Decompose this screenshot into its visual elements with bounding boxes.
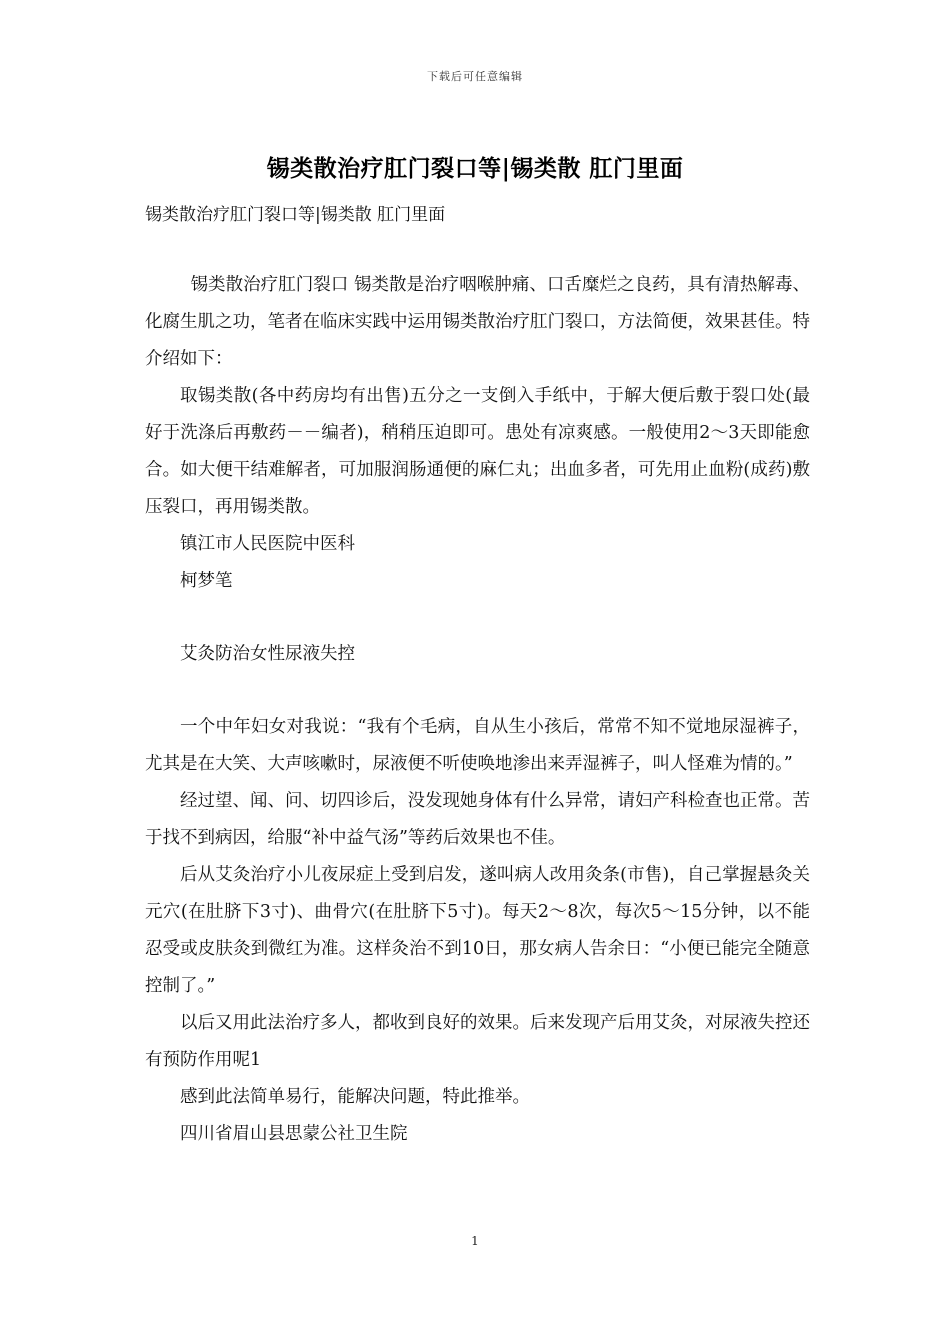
article2-paragraph-3: 后从艾灸治疗小儿夜尿症上受到启发，遂叫病人改用灸条(市售)，自己掌握悬灸关元穴(在肚脐下3寸)、曲骨穴(在肚脐下5寸)。每天2～8次，每次5～15分钟，以不能忍受或皮肤灸到微红为准。这样灸治不到10日，那女病人告余日：“小便已能完全随意控制了。”	[145, 865, 810, 996]
document-subtitle: 锡类散治疗肛门裂口等|锡类散 肛门里面	[145, 205, 446, 225]
header-note: 下载后可任意编辑	[427, 70, 523, 83]
article1-paragraph-1: 锡类散治疗肛门裂口 锡类散是治疗咽喉肿痛、口舌糜烂之良药，具有清热解毒、化腐生肌之功，笔者在临床实践中运用锡类散治疗肛门裂口，方法简便，效果甚佳。特介绍如下：	[145, 275, 810, 369]
section-spacer	[145, 600, 810, 636]
article2-paragraph-5: 感到此法简单易行，能解决问题，特此推举。	[180, 1087, 530, 1107]
document-body	[145, 267, 810, 1153]
document-title: 锡类散治疗肛门裂口等|锡类散 肛门里面	[266, 155, 684, 182]
article2-institution: 四川省眉山县思蒙公社卫生院	[180, 1124, 408, 1144]
article2-paragraph-4: 以后又用此法治疗多人，都收到良好的效果。后来发现产后用艾灸，对尿液失控还有预防作用呢1	[145, 1013, 810, 1070]
article1-author: 柯梦笔	[180, 571, 233, 591]
article2-heading: 艾灸防治女性尿液失控	[180, 644, 355, 664]
article2-paragraph-1: 一个中年妇女对我说：“我有个毛病，自从生小孩后，常常不知不觉地尿湿裤子，尤其是在大笑、大声咳嗽时，尿液便不听使唤地渗出来弄湿裤子，叫人怪难为情的。”	[145, 717, 810, 774]
article2-paragraph-2: 经过望、闻、问、切四诊后，没发现她身体有什么异常，请妇产科检查也正常。苦于找不到病因，给服“补中益气汤”等药后效果也不佳。	[145, 791, 810, 848]
section-spacer	[145, 673, 810, 709]
article1-paragraph-2: 取锡类散(各中药房均有出售)五分之一支倒入手纸中，于解大便后敷于裂口处(最好于洗涤后再敷药－－编者)，稍稍压迫即可。患处有凉爽感。一般使用2～3天即能愈合。如大便干结难解者，可加服润肠通便的麻仁丸；出血多者，可先用止血粉(成药)敷压裂口，再用锡类散。	[145, 386, 810, 517]
article1-institution: 镇江市人民医院中医科	[180, 534, 355, 554]
page-number: 1	[471, 1234, 479, 1248]
